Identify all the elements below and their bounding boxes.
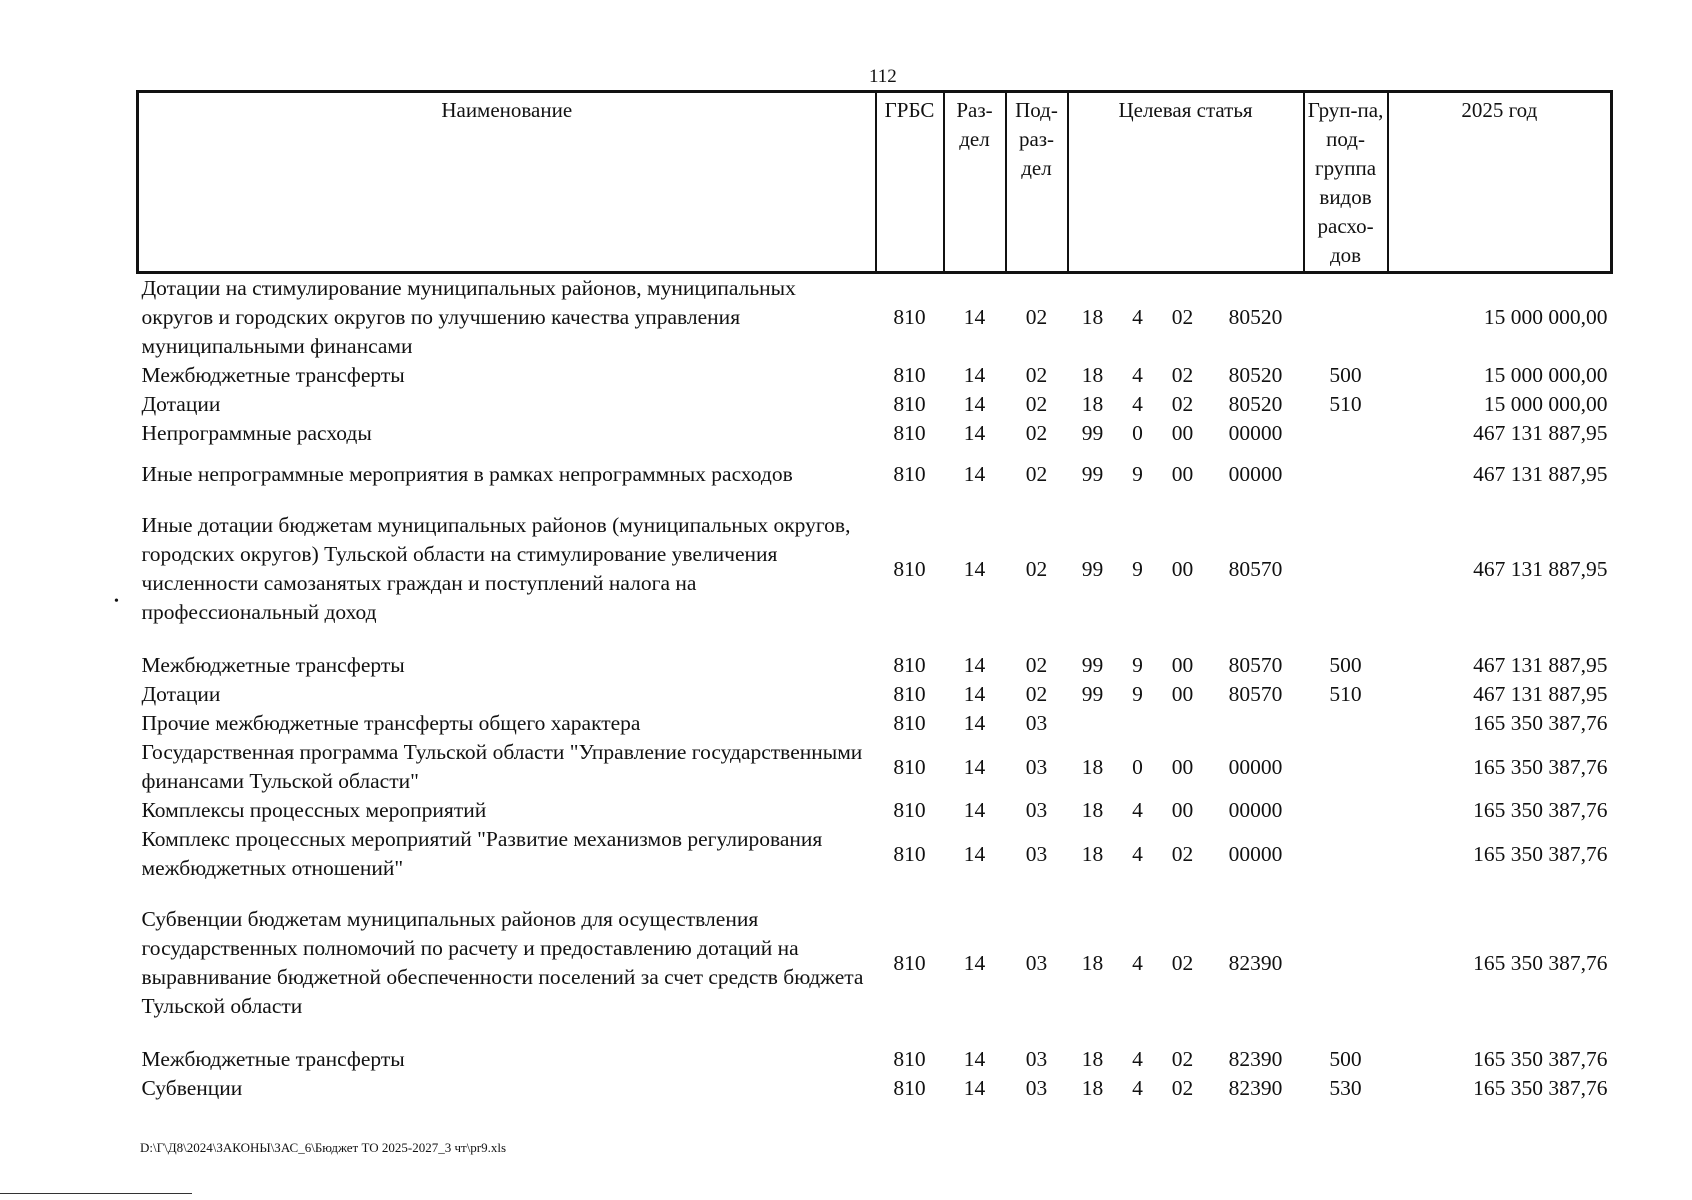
row-amount: 165 350 387,76: [1473, 1076, 1608, 1100]
margin-dot: •: [114, 594, 119, 609]
row-target-direction: 82390: [1228, 950, 1283, 975]
row-podrazdel: 02: [1025, 653, 1048, 677]
footnote-divider: [0, 1193, 192, 1194]
row-name: Субвенции бюджетам муниципальных районов для осуществления государственных полномочий по расчету и предоставлению дотаций на выравнивание бюджетной обеспеченности поселений за счет средств бюджета Тульской области: [141, 907, 864, 1018]
row-grbs: 810: [893, 556, 926, 581]
row-target-subprogram: 00: [1171, 556, 1194, 581]
row-grbs: 810: [893, 682, 926, 706]
row-target-program: 99: [1081, 682, 1104, 706]
row-name: Дотации: [141, 682, 221, 706]
row-group: 510: [1329, 392, 1362, 416]
row-target-direction: 80520: [1228, 305, 1283, 329]
row-target-direction: 00000: [1228, 754, 1283, 779]
row-grbs: 810: [893, 711, 926, 735]
page-number: 112: [869, 66, 897, 87]
row-name: Субвенции: [141, 1076, 243, 1100]
row-target-program: 99: [1081, 556, 1104, 581]
row-group: [1304, 825, 1388, 883]
row-podrazdel: 02: [1025, 421, 1048, 445]
row-target-direction: 80520: [1228, 363, 1283, 387]
row-name: Межбюджетные трансферты: [141, 363, 405, 387]
row-target-type: 0: [1132, 421, 1143, 445]
row-name: Межбюджетные трансферты: [141, 653, 405, 677]
table-row: [138, 883, 1612, 1033]
row-podrazdel: 03: [1025, 1047, 1048, 1071]
row-amount: 467 131 887,95: [1473, 421, 1608, 445]
row-grbs: 810: [893, 1076, 926, 1100]
row-target-program: 18: [1081, 1076, 1104, 1100]
row-name: Дотации на стимулирование муниципальных районов, муниципальных округов и городских округов по улучшению качества управления муниципальными финансами: [141, 276, 796, 358]
row-group: [1304, 448, 1388, 489]
row-target-direction: 82390: [1228, 1047, 1283, 1071]
row-target-type: 4: [1132, 305, 1143, 329]
row-group: [1304, 883, 1388, 1033]
table-row: [138, 361, 1612, 390]
row-target-subprogram: 00: [1171, 462, 1194, 486]
header-grbs: ГРБС: [876, 92, 944, 273]
row-grbs: 810: [893, 462, 926, 486]
table-row: [138, 709, 1612, 738]
row-target-subprogram: 02: [1171, 950, 1194, 975]
row-name: Иные непрограммные мероприятия в рамках непрограммных расходов: [141, 462, 793, 486]
row-podrazdel: 02: [1025, 363, 1048, 387]
row-amount: 15 000 000,00: [1483, 392, 1608, 416]
row-amount: 15 000 000,00: [1483, 363, 1608, 387]
row-target-subprogram: 02: [1171, 1047, 1194, 1071]
table-row: [138, 825, 1612, 883]
row-amount: 165 350 387,76: [1473, 711, 1608, 735]
row-name: Иные дотации бюджетам муниципальных районов (муниципальных округов, городских округов) Тульской области на стимулирование увеличения численности самозанятых граждан и поступлений налога на профессиональный доход: [141, 513, 851, 624]
row-target-type: 9: [1132, 653, 1143, 677]
row-grbs: 810: [893, 950, 926, 975]
row-target-direction: [1208, 709, 1304, 738]
row-razdel: 14: [963, 421, 986, 445]
row-podrazdel: 02: [1025, 462, 1048, 486]
row-group: [1304, 796, 1388, 825]
row-razdel: 14: [963, 682, 986, 706]
row-name: Непрограммные расходы: [141, 421, 372, 445]
row-razdel: 14: [963, 462, 986, 486]
row-group: [1304, 273, 1388, 362]
row-podrazdel: 03: [1025, 950, 1048, 975]
row-target-direction: 80520: [1228, 392, 1283, 416]
row-amount: 165 350 387,76: [1473, 754, 1608, 779]
row-podrazdel: 02: [1025, 682, 1048, 706]
row-target-subprogram: 00: [1171, 653, 1194, 677]
row-amount: 165 350 387,76: [1473, 798, 1608, 822]
row-group: [1304, 419, 1388, 448]
row-target-type: 4: [1132, 1076, 1143, 1100]
row-target-direction: 00000: [1228, 841, 1283, 866]
row-target-subprogram: 00: [1171, 682, 1194, 706]
row-target-type: 4: [1132, 392, 1143, 416]
row-target-type: 4: [1132, 798, 1143, 822]
header-group: Груп-па, под-группа видов расхо-дов: [1304, 92, 1388, 273]
row-target-direction: 80570: [1228, 653, 1283, 677]
row-target-direction: 80570: [1228, 556, 1283, 581]
row-target-direction: 00000: [1228, 462, 1283, 486]
file-path: D:\Г\Д8\2024\ЗАКОНЫ\ЗАС_6\Бюджет ТО 2025-2027_3 чт\pr9.xls: [140, 1140, 507, 1155]
row-grbs: 810: [893, 305, 926, 329]
row-razdel: 14: [963, 556, 986, 581]
table-body: [138, 273, 1612, 1104]
row-target-program: 18: [1081, 754, 1104, 779]
row-target-program: 18: [1081, 841, 1104, 866]
row-podrazdel: 03: [1025, 1076, 1048, 1100]
row-grbs: 810: [893, 798, 926, 822]
table-row: [138, 390, 1612, 419]
table-header: [138, 92, 1612, 273]
row-amount: 467 131 887,95: [1473, 556, 1608, 581]
row-podrazdel: 02: [1025, 392, 1048, 416]
row-target-program: [1068, 709, 1118, 738]
row-grbs: 810: [893, 1047, 926, 1071]
row-target-type: 9: [1132, 682, 1143, 706]
row-target-subprogram: 00: [1171, 754, 1194, 779]
row-group: 530: [1329, 1076, 1362, 1100]
row-podrazdel: 03: [1025, 711, 1048, 735]
table-row: [138, 680, 1612, 709]
row-grbs: 810: [893, 653, 926, 677]
row-razdel: 14: [963, 1047, 986, 1071]
table-row: [138, 796, 1612, 825]
row-grbs: 810: [893, 363, 926, 387]
row-podrazdel: 02: [1025, 556, 1048, 581]
row-target-type: 0: [1132, 754, 1143, 779]
table-row: [138, 448, 1612, 489]
row-target-program: 18: [1081, 363, 1104, 387]
row-target-direction: 80570: [1228, 682, 1283, 706]
header-name: Наименование: [138, 92, 876, 273]
row-target-type: [1118, 709, 1158, 738]
row-razdel: 14: [963, 653, 986, 677]
row-target-direction: 00000: [1228, 798, 1283, 822]
row-target-subprogram: 02: [1171, 305, 1194, 329]
row-target-direction: 00000: [1228, 421, 1283, 445]
row-target-program: 18: [1081, 798, 1104, 822]
row-target-program: 99: [1081, 462, 1104, 486]
row-group: [1304, 738, 1388, 796]
row-target-subprogram: 02: [1171, 841, 1194, 866]
row-target-program: 99: [1081, 653, 1104, 677]
row-razdel: 14: [963, 950, 986, 975]
table-row: [138, 419, 1612, 448]
header-razdel: Раз-дел: [944, 92, 1006, 273]
row-razdel: 14: [963, 711, 986, 735]
table-row: [138, 639, 1612, 680]
row-target-program: 99: [1081, 421, 1104, 445]
row-amount: 165 350 387,76: [1473, 841, 1608, 866]
row-amount: 165 350 387,76: [1473, 950, 1608, 975]
row-target-type: 4: [1132, 841, 1143, 866]
row-name: Дотации: [141, 392, 221, 416]
table-row: [138, 738, 1612, 796]
row-podrazdel: 03: [1025, 798, 1048, 822]
row-name: Прочие межбюджетные трансферты общего характера: [141, 711, 641, 735]
row-amount: 467 131 887,95: [1473, 462, 1608, 486]
row-target-type: 4: [1132, 950, 1143, 975]
row-podrazdel: 03: [1025, 754, 1048, 779]
row-target-subprogram: 02: [1171, 392, 1194, 416]
table-row: [138, 1033, 1612, 1074]
row-target-type: 9: [1132, 556, 1143, 581]
row-target-type: 4: [1132, 1047, 1143, 1071]
row-target-program: 18: [1081, 392, 1104, 416]
row-razdel: 14: [963, 798, 986, 822]
row-name: Комплекс процессных мероприятий "Развитие механизмов регулирования межбюджетных отношений": [141, 827, 823, 880]
row-name: Комплексы процессных мероприятий: [141, 798, 487, 822]
row-target-subprogram: [1158, 709, 1208, 738]
table-row: [138, 273, 1612, 362]
row-grbs: 810: [893, 421, 926, 445]
row-target-program: 18: [1081, 305, 1104, 329]
row-podrazdel: 02: [1025, 305, 1048, 329]
row-name: Межбюджетные трансферты: [141, 1047, 405, 1071]
row-podrazdel: 03: [1025, 841, 1048, 866]
row-target-type: 9: [1132, 462, 1143, 486]
row-grbs: 810: [893, 754, 926, 779]
row-target-direction: 82390: [1228, 1076, 1283, 1100]
row-razdel: 14: [963, 305, 986, 329]
table-row: [138, 1074, 1612, 1103]
row-group: 500: [1329, 363, 1362, 387]
row-target-subprogram: 00: [1171, 421, 1194, 445]
row-razdel: 14: [963, 841, 986, 866]
row-target-program: 18: [1081, 1047, 1104, 1071]
row-grbs: 810: [893, 392, 926, 416]
budget-table: [136, 90, 1613, 1103]
row-amount: 165 350 387,76: [1473, 1047, 1608, 1071]
header-target: Целевая статья: [1068, 92, 1304, 273]
row-razdel: 14: [963, 392, 986, 416]
row-group: 500: [1329, 1047, 1362, 1071]
row-razdel: 14: [963, 363, 986, 387]
row-razdel: 14: [963, 754, 986, 779]
row-target-subprogram: 02: [1171, 1076, 1194, 1100]
row-target-type: 4: [1132, 363, 1143, 387]
row-target-program: 18: [1081, 950, 1104, 975]
row-name: Государственная программа Тульской области "Управление государственными финансами Тульской области": [141, 740, 863, 793]
row-amount: 15 000 000,00: [1483, 305, 1608, 329]
table-row: [138, 489, 1612, 639]
header-podrazdel: Под-раз-дел: [1006, 92, 1068, 273]
row-grbs: 810: [893, 841, 926, 866]
row-group: [1304, 709, 1388, 738]
row-target-subprogram: 02: [1171, 363, 1194, 387]
row-target-subprogram: 00: [1171, 798, 1194, 822]
row-amount: 467 131 887,95: [1473, 653, 1608, 677]
row-amount: 467 131 887,95: [1473, 682, 1608, 706]
header-year: 2025 год: [1388, 92, 1612, 273]
row-group: [1304, 489, 1388, 639]
row-group: 510: [1329, 682, 1362, 706]
row-razdel: 14: [963, 1076, 986, 1100]
row-group: 500: [1329, 653, 1362, 677]
